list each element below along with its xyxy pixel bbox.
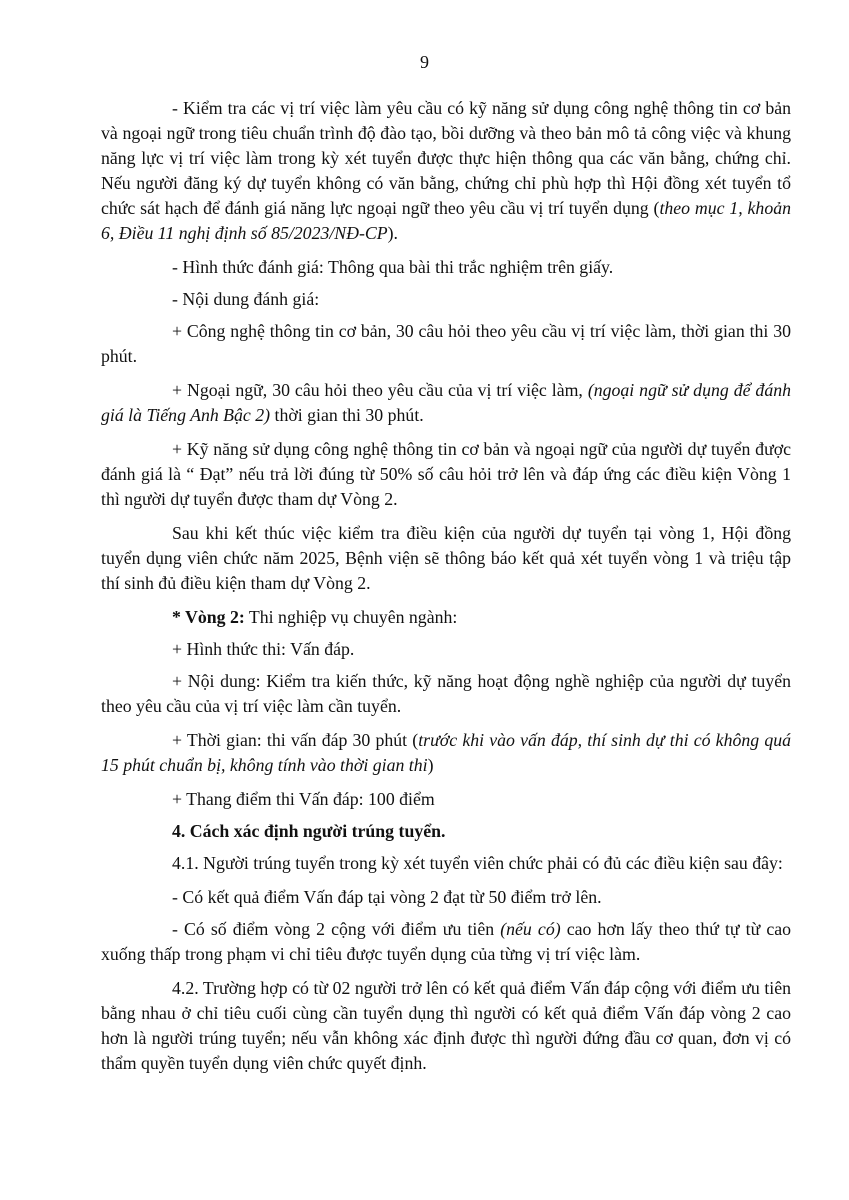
paragraph-text: + Ngoại ngữ, 30 câu hỏi theo yêu cầu của vị trí việc làm, (172, 380, 588, 400)
page-number: 9 (420, 52, 429, 72)
paragraph-language-it-check (101, 96, 791, 246)
paragraph-4-1: 4.1. Người trúng tuyển trong kỳ xét tuyển viên chức phải có đủ các điều kiện sau đây: (172, 853, 783, 873)
paragraph-exam-content: + Nội dung: Kiểm tra kiến thức, kỹ năng hoạt động nghề nghiệp của người dự tuyển theo yêu cầu của vị trí việc làm cần tuyển. (101, 671, 791, 716)
paragraph-text: - Có số điểm vòng 2 cộng với điểm ưu tiên (172, 919, 501, 939)
round2-label: * Vòng 2: (172, 607, 245, 627)
language-note: (ngoại ngữ sử dụng để đánh giá là Tiếng Anh Bậc 2) (101, 380, 791, 425)
exam-time-note: trước khi vào vấn đáp, thí sinh dự thi có không quá 15 phút chuẩn bị, không tính vào thời gian thi (101, 730, 791, 775)
paragraph-exam-time (101, 728, 791, 778)
legal-reference: theo mục 1, khoản 6, Điều 11 nghị định số 85/2023/NĐ-CP (101, 198, 791, 243)
paragraph-text: - Kiểm tra các vị trí việc làm yêu cầu có kỹ năng sử dụng công nghệ thông tin cơ bản và ngoại ngữ trong tiêu chuẩn trình độ đào tạo, bồi dưỡng và theo bản mô tả công việc và khung năng lực vị trí việc làm trong kỳ xét tuyển được thực hiện thông qua các văn bằng, chứng chỉ. Nếu người đăng ký dự tuyển không có văn bằng, chứng chỉ phù hợp thì Hội đồng xét tuyển tổ chức sát hạch để đánh giá năng lực ngoại ngữ theo yêu cầu vị trí tuyển dụng ( (101, 98, 791, 218)
paragraph-condition-ranking (101, 917, 791, 967)
paragraph-assessment-form: - Hình thức đánh giá: Thông qua bài thi trắc nghiệm trên giấy. (172, 257, 614, 277)
document-body (101, 96, 791, 1085)
paragraph-exam-score: + Thang điểm thi Vấn đáp: 100 điểm (172, 789, 435, 809)
paragraph-exam-form: + Hình thức thi: Vấn đáp. (172, 639, 355, 659)
section-heading: 4. Cách xác định người trúng tuyển. (172, 821, 446, 841)
paragraph-pass-criteria: + Kỹ năng sử dụng công nghệ thông tin cơ bản và ngoại ngữ của người dự tuyển được đánh giá là “ Đạt” nếu trả lời đúng từ 50% số câu hỏi trở lên và đáp ứng các điều kiện Vòng 1 thì người dự tuyển được tham dự Vòng 2. (101, 439, 791, 509)
paragraph-it-test: + Công nghệ thông tin cơ bản, 30 câu hỏi theo yêu cầu vị trí việc làm, thời gian thi 30 phút. (101, 321, 791, 366)
paragraph-text: ). (387, 223, 399, 243)
if-any-note: (nếu có) (500, 919, 561, 939)
paragraph-text: + Thời gian: thi vấn đáp 30 phút ( (172, 730, 419, 750)
paragraph-4-2: 4.2. Trường hợp có từ 02 người trở lên có kết quả điểm Vấn đáp cộng với điểm ưu tiên bằng nhau ở chỉ tiêu cuối cùng cần tuyển dụng thì người có kết quả điểm Vấn đáp vòng 2 cao hơn là người trúng tuyển; nếu vẫn không xác định được thì người đứng đầu cơ quan, đơn vị có thẩm quyền tuyển dụng viên chức quyết định. (101, 978, 791, 1073)
section-heading-selection (101, 819, 791, 844)
paragraph-text: Thi nghiệp vụ chuyên ngành: (244, 607, 458, 627)
paragraph-round1-result: Sau khi kết thúc việc kiểm tra điều kiện của người dự tuyển tại vòng 1, Hội đồng tuyển dụng viên chức năm 2025, Bệnh viện sẽ thông báo kết quả xét tuyển vòng 1 và triệu tập thí sinh đủ điều kiện tham dự Vòng 2. (101, 523, 791, 593)
paragraph-text: ) (427, 755, 434, 775)
paragraph-language-test (101, 378, 791, 428)
paragraph-text: thời gian thi 30 phút. (270, 405, 424, 425)
paragraph-assessment-content: - Nội dung đánh giá: (172, 289, 320, 309)
paragraph-text: cao hơn lấy theo thứ tự từ cao xuống thấp trong phạm vi chỉ tiêu được tuyển dụng của từng vị trí việc làm. (101, 919, 791, 964)
paragraph-condition-score: - Có kết quả điểm Vấn đáp tại vòng 2 đạt từ 50 điểm trở lên. (172, 887, 602, 907)
paragraph-round2-heading (101, 605, 791, 630)
